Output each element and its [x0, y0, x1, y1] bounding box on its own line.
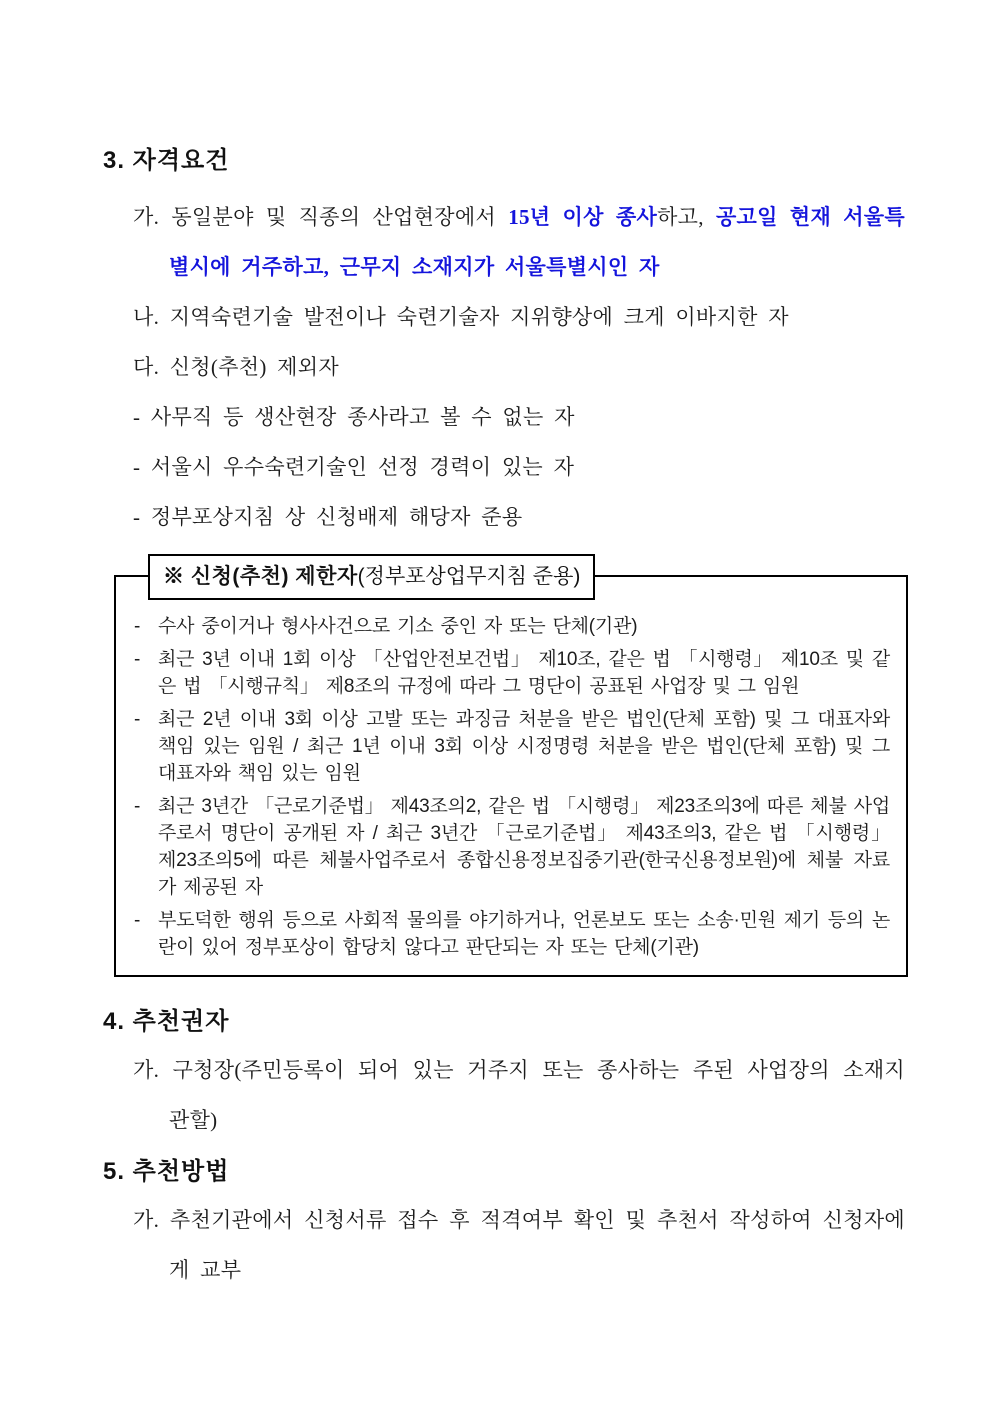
restriction-item-safety-law [134, 646, 890, 700]
excluded-item-text: 정부포상지침 상 신청배제 해당자 준용 [150, 505, 523, 529]
excluded-item-text: 사무직 등 생산현장 종사라고 볼 수 없는 자 [150, 405, 575, 429]
item-ga-prefix: 가. [133, 1058, 160, 1082]
item-ga-highlight-1: 15년 이상 종사 [508, 205, 658, 229]
item-ga-text-2: 하고, [657, 205, 716, 229]
excluded-item-gov-award-rule [133, 492, 905, 542]
section-4-body [133, 1045, 905, 1145]
dash: - [133, 505, 141, 529]
restriction-box-label-note: (정부포상업무지침 준용) [357, 565, 581, 588]
dash: - [134, 709, 141, 730]
restriction-item-under-investigation [134, 613, 890, 640]
item-da-text: 신청(추천) 제외자 [169, 355, 339, 379]
restriction-box-label-title: ※ 신청(추천) 제한자 [163, 565, 358, 588]
dash: - [134, 910, 141, 931]
excluded-item-office-worker [133, 392, 905, 442]
item-ga-recommender [133, 1045, 905, 1145]
excluded-item-text: 서울시 우수숙련기술인 선정 경력이 있는 자 [150, 455, 575, 479]
dash: - [134, 616, 141, 637]
restriction-item-text: 최근 3년간 「근로기준법」 제43조의2, 같은 법 「시행령」 제23조의3에 따른 체불 사업주로서 명단이 공개된 자 / 최근 3년간 「근로기준법」 제43조의3, 같은 법 「시행령」 제23조의5에 따른 체불사업주로서 종합신용정보집중기관(한국신용정보원)에 체불 자료가 제공된 자 [158, 796, 890, 898]
restriction-item-text: 최근 3년 이내 1회 이상 「산업안전보건법」 제10조, 같은 법 「시행령」 제10조 및 같은 법 「시행규칙」 제8조의 규정에 따라 그 명단이 공표된 사업장 및 그 임원 [158, 649, 890, 697]
dash: - [134, 796, 141, 817]
restriction-box-label [148, 554, 595, 600]
restriction-item-text: 최근 2년 이내 3회 이상 고발 또는 과징금 처분을 받은 법인(단체 포함) 및 그 대표자와 책임 있는 임원 / 최근 1년 이내 3회 이상 시정명령 처분을 받은 법인(단체 포함) 및 그 대표자와 책임 있는 임원 [158, 709, 890, 784]
item-na-prefix: 나. [133, 305, 160, 329]
section-5-heading: 5. 추천방법 [103, 1158, 230, 1185]
restriction-item-penalty [134, 706, 890, 787]
item-ga-text-1: 동일분야 및 직종의 산업현장에서 [171, 205, 509, 229]
restriction-box [114, 565, 908, 977]
restriction-item-wage-arrears [134, 793, 890, 901]
restriction-item-text: 수사 중이거나 형사사건으로 기소 중인 자 또는 단체(기관) [158, 616, 638, 637]
dash: - [133, 405, 141, 429]
item-da-exclusion [133, 342, 905, 392]
dash: - [133, 455, 141, 479]
restriction-item-misconduct [134, 907, 890, 961]
item-ga-qualification [133, 192, 905, 292]
restriction-item-text: 부도덕한 행위 등으로 사회적 물의를 야기하거나, 언론보도 또는 소송·민원 제기 등의 논란이 있어 정부포상이 합당치 않다고 판단되는 자 또는 단체(기관) [158, 910, 890, 958]
section-4-heading: 4. 추천권자 [103, 1008, 230, 1035]
section-3-body [133, 192, 905, 542]
item-ga-text: 추천기관에서 신청서류 접수 후 적격여부 확인 및 추천서 작성하여 신청자에게 교부 [169, 1208, 905, 1282]
section-5-body [133, 1195, 905, 1295]
item-ga-text: 구청장(주민등록이 되어 있는 거주지 또는 종사하는 주된 사업장의 소재지 관할) [169, 1058, 905, 1132]
item-da-prefix: 다. [133, 355, 160, 379]
item-na-text: 지역숙련기술 발전이나 숙련기술자 지위향상에 크게 이바지한 자 [169, 305, 789, 329]
item-ga-method [133, 1195, 905, 1295]
item-na-contribution [133, 292, 905, 342]
item-ga-highlight-2: 공고일 현재 서울특별시에 거주하고, 근무지 소재지가 서울특별시인 자 [169, 205, 905, 279]
section-3-heading: 3. 자격요건 [103, 147, 230, 174]
item-ga-prefix: 가. [133, 1208, 160, 1232]
excluded-item-prior-selection [133, 442, 905, 492]
item-ga-prefix: 가. [133, 205, 160, 229]
dash: - [134, 649, 141, 670]
